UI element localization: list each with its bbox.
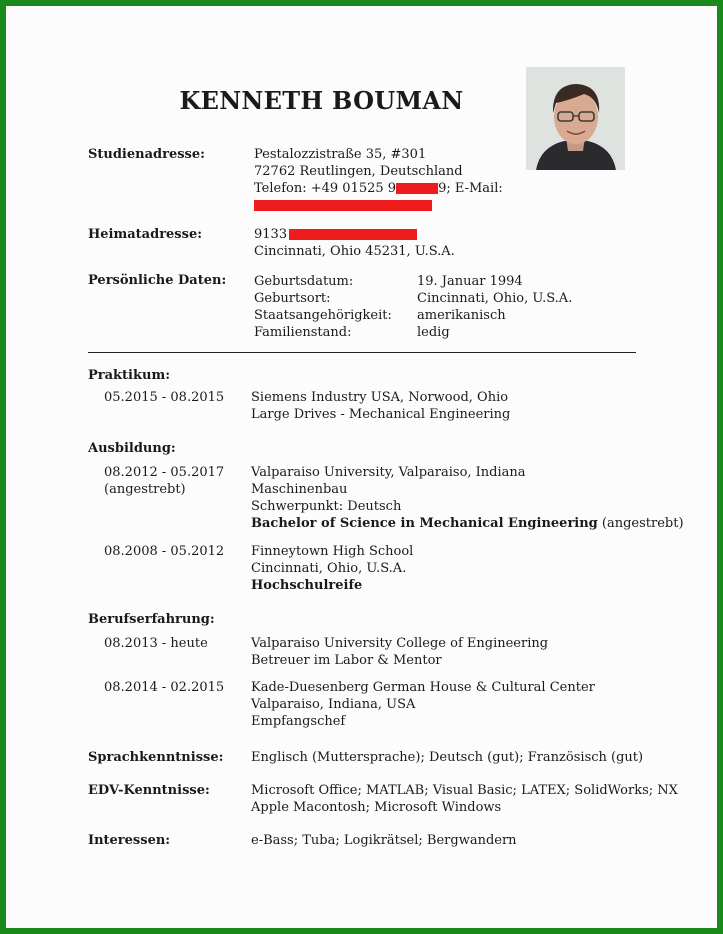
personal-value: amerikanisch <box>417 308 506 323</box>
education-location: Cincinnati, Ohio, U.S.A. <box>251 561 407 576</box>
personal-data-label: Persönliche Daten: <box>88 273 227 288</box>
section-divider <box>88 352 636 353</box>
education-school: Finneytown High School <box>251 544 414 559</box>
education-entry-highschool <box>251 543 671 594</box>
study-contact-line <box>254 180 674 214</box>
education-date-note: (angestrebt) <box>104 482 186 497</box>
education-focus: Schwerpunkt: Deutsch <box>251 499 402 514</box>
home-address-line1 <box>254 226 674 243</box>
experience-date: 08.2013 - heute <box>104 636 208 651</box>
education-field: Maschinenbau <box>251 482 348 497</box>
phone-redaction <box>396 183 438 194</box>
education-degree-line <box>251 515 691 532</box>
experience-entry <box>251 635 671 669</box>
personal-value: 19. Januar 1994 <box>417 274 523 289</box>
education-date: 08.2008 - 05.2012 <box>104 544 225 559</box>
phone-suffix: 9; E-Mail: <box>438 181 503 196</box>
study-address-label: Studienadresse: <box>88 147 205 162</box>
home-address-block <box>254 226 674 260</box>
education-date: 08.2012 - 05.2017 <box>104 465 225 480</box>
it-skills-label: EDV-Kenntnisse: <box>88 783 210 798</box>
education-degree: Hochschulreife <box>251 578 363 593</box>
interests-label: Interessen: <box>88 833 171 848</box>
email-redaction <box>254 200 432 211</box>
study-address-block <box>254 146 674 214</box>
it-skills-line1: Microsoft Office; MATLAB; Visual Basic; LATEX; SolidWorks; NX <box>251 783 678 798</box>
experience-employer: Kade-Duesenberg German House & Cultural Center <box>251 680 595 695</box>
languages-value: Englisch (Muttersprache); Deutsch (gut); Französisch (gut) <box>251 750 644 765</box>
home-address-label: Heimatadresse: <box>88 227 203 242</box>
internship-heading: Praktikum: <box>88 368 171 383</box>
study-address-line1: Pestalozzistraße 35, #301 <box>254 147 427 162</box>
it-skills-block <box>251 782 691 816</box>
interests-value: e-Bass; Tuba; Logikrätsel; Bergwandern <box>251 833 517 848</box>
personal-key: Staatsangehörigkeit: <box>254 308 392 323</box>
personal-key: Familienstand: <box>254 325 352 340</box>
phone-prefix: Telefon: +49 01525 9 <box>254 181 397 196</box>
it-skills-line2: Apple Macontosh; Microsoft Windows <box>251 800 502 815</box>
experience-role: Betreuer im Labor & Mentor <box>251 653 442 668</box>
internship-entry <box>251 389 671 423</box>
street-redaction <box>289 229 417 240</box>
experience-heading: Berufserfahrung: <box>88 612 215 627</box>
personal-keys <box>254 273 392 341</box>
experience-location: Valparaiso, Indiana, USA <box>251 697 416 712</box>
education-school: Valparaiso University, Valparaiso, Indiana <box>251 465 526 480</box>
experience-entry <box>251 679 671 730</box>
education-date-block <box>104 464 224 498</box>
internship-company: Siemens Industry USA, Norwood, Ohio <box>251 390 509 405</box>
cv-page <box>6 6 717 928</box>
study-address-line2: 72762 Reutlingen, Deutschland <box>254 164 463 179</box>
experience-employer: Valparaiso University College of Engineering <box>251 636 549 651</box>
internship-department: Large Drives - Mechanical Engineering <box>251 407 511 422</box>
personal-key: Geburtsdatum: <box>254 274 354 289</box>
personal-value: Cincinnati, Ohio, U.S.A. <box>417 291 573 306</box>
personal-key: Geburtsort: <box>254 291 331 306</box>
home-address-line2: Cincinnati, Ohio 45231, U.S.A. <box>254 244 455 259</box>
home-address-number: 9133 <box>254 227 288 242</box>
cv-name: KENNETH BOUMAN <box>179 86 464 115</box>
personal-values <box>417 273 572 341</box>
experience-role: Empfangschef <box>251 714 346 729</box>
education-degree-note: (angestrebt) <box>597 516 684 531</box>
education-degree: Bachelor of Science in Mechanical Engineering <box>251 516 598 531</box>
languages-label: Sprachkenntnisse: <box>88 750 224 765</box>
experience-date: 08.2014 - 02.2015 <box>104 680 225 695</box>
internship-date: 05.2015 - 08.2015 <box>104 390 225 405</box>
education-heading: Ausbildung: <box>88 441 176 456</box>
personal-value: ledig <box>417 325 450 340</box>
education-entry-university <box>251 464 691 532</box>
